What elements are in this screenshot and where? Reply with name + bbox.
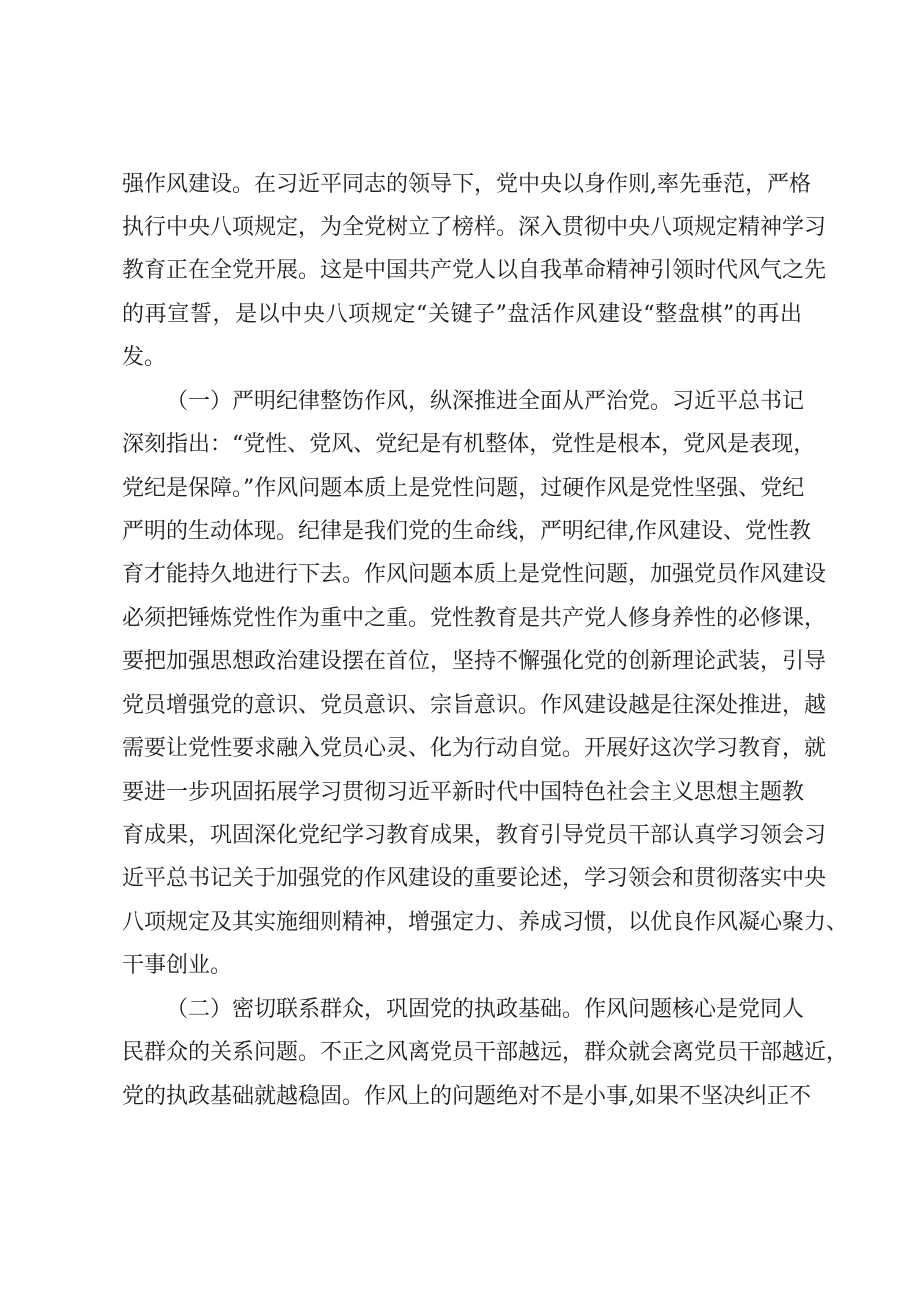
paragraph-heading-line: （一）严明纪律整饬作风，纵深推进全面从严治党。习近平总书记 [166, 389, 805, 414]
text-line: 要把加强思想政治建设摆在首位，坚持不懈强化党的创新理论武装，引导 [122, 649, 827, 674]
text-line: 教育正在全党开展。这是中国共产党人以自我革命精神引领时代风气之先 [122, 258, 827, 283]
text-line: 育才能持久地进行下去。作风问题本质上是党性问题，加强党员作风建设 [122, 562, 827, 587]
text-line: 干事创业。 [122, 953, 233, 978]
text-line: 需要让党性要求融入党员心灵、化为行动自觉。开展好这次学习教育，就 [122, 736, 827, 761]
text-line: 严明的生动体现。纪律是我们党的生命线，严明纪律,作风建设、党性教 [122, 519, 811, 544]
text-line: 近平总书记关于加强党的作风建设的重要论述，学习领会和贯彻落实中央 [122, 866, 827, 891]
text-line: 育成果，巩固深化党纪学习教育成果，教育引导党员干部认真学习领会习 [122, 823, 827, 848]
text-line: 党纪是保障。”作风问题本质上是党性问题，过硬作风是党性坚强、党纪 [122, 476, 805, 501]
text-line: 深刻指出：“党性、党风、党纪是有机整体，党性是根本，党风是表现， [122, 432, 816, 457]
paragraph-end-line: 发。 [122, 345, 167, 370]
text-line: 执行中央八项规定，为全党树立了榜样。深入贯彻中央八项规定精神学习 [122, 215, 827, 240]
text-line: 民群众的关系问题。不正之风离党员干部越远，群众就会离党员干部越近， [122, 1040, 849, 1065]
paragraph-heading-line: （二）密切联系群众，巩固党的执政基础。作风问题核心是党同人 [166, 997, 805, 1022]
text-line: 八项规定及其实施细则精神，增强定力、养成习惯，以优良作风凝心聚力、 [122, 910, 849, 935]
text-line: 必须把锤炼党性作为重中之重。党性教育是共产党人修身养性的必修课， [122, 606, 827, 631]
text-line: 党的执政基础就越稳固。作风上的问题绝对不是小事,如果不坚决纠正不 [122, 1084, 811, 1109]
text-line: 党员增强党的意识、党员意识、宗旨意识。作风建设越是往深处推进，越 [122, 693, 827, 718]
text-line: 的再宣誓，是以中央八项规定“关键子”盘活作风建设“整盘棋”的再出 [122, 302, 802, 327]
body-text [122, 0, 849, 1301]
text-line: 强作风建设。在习近平同志的领导下，党中央以身作则,率先垂范，严格 [122, 172, 811, 197]
text-line: 要进一步巩固拓展学习贯彻习近平新时代中国特色社会主义思想主题教 [122, 780, 805, 805]
